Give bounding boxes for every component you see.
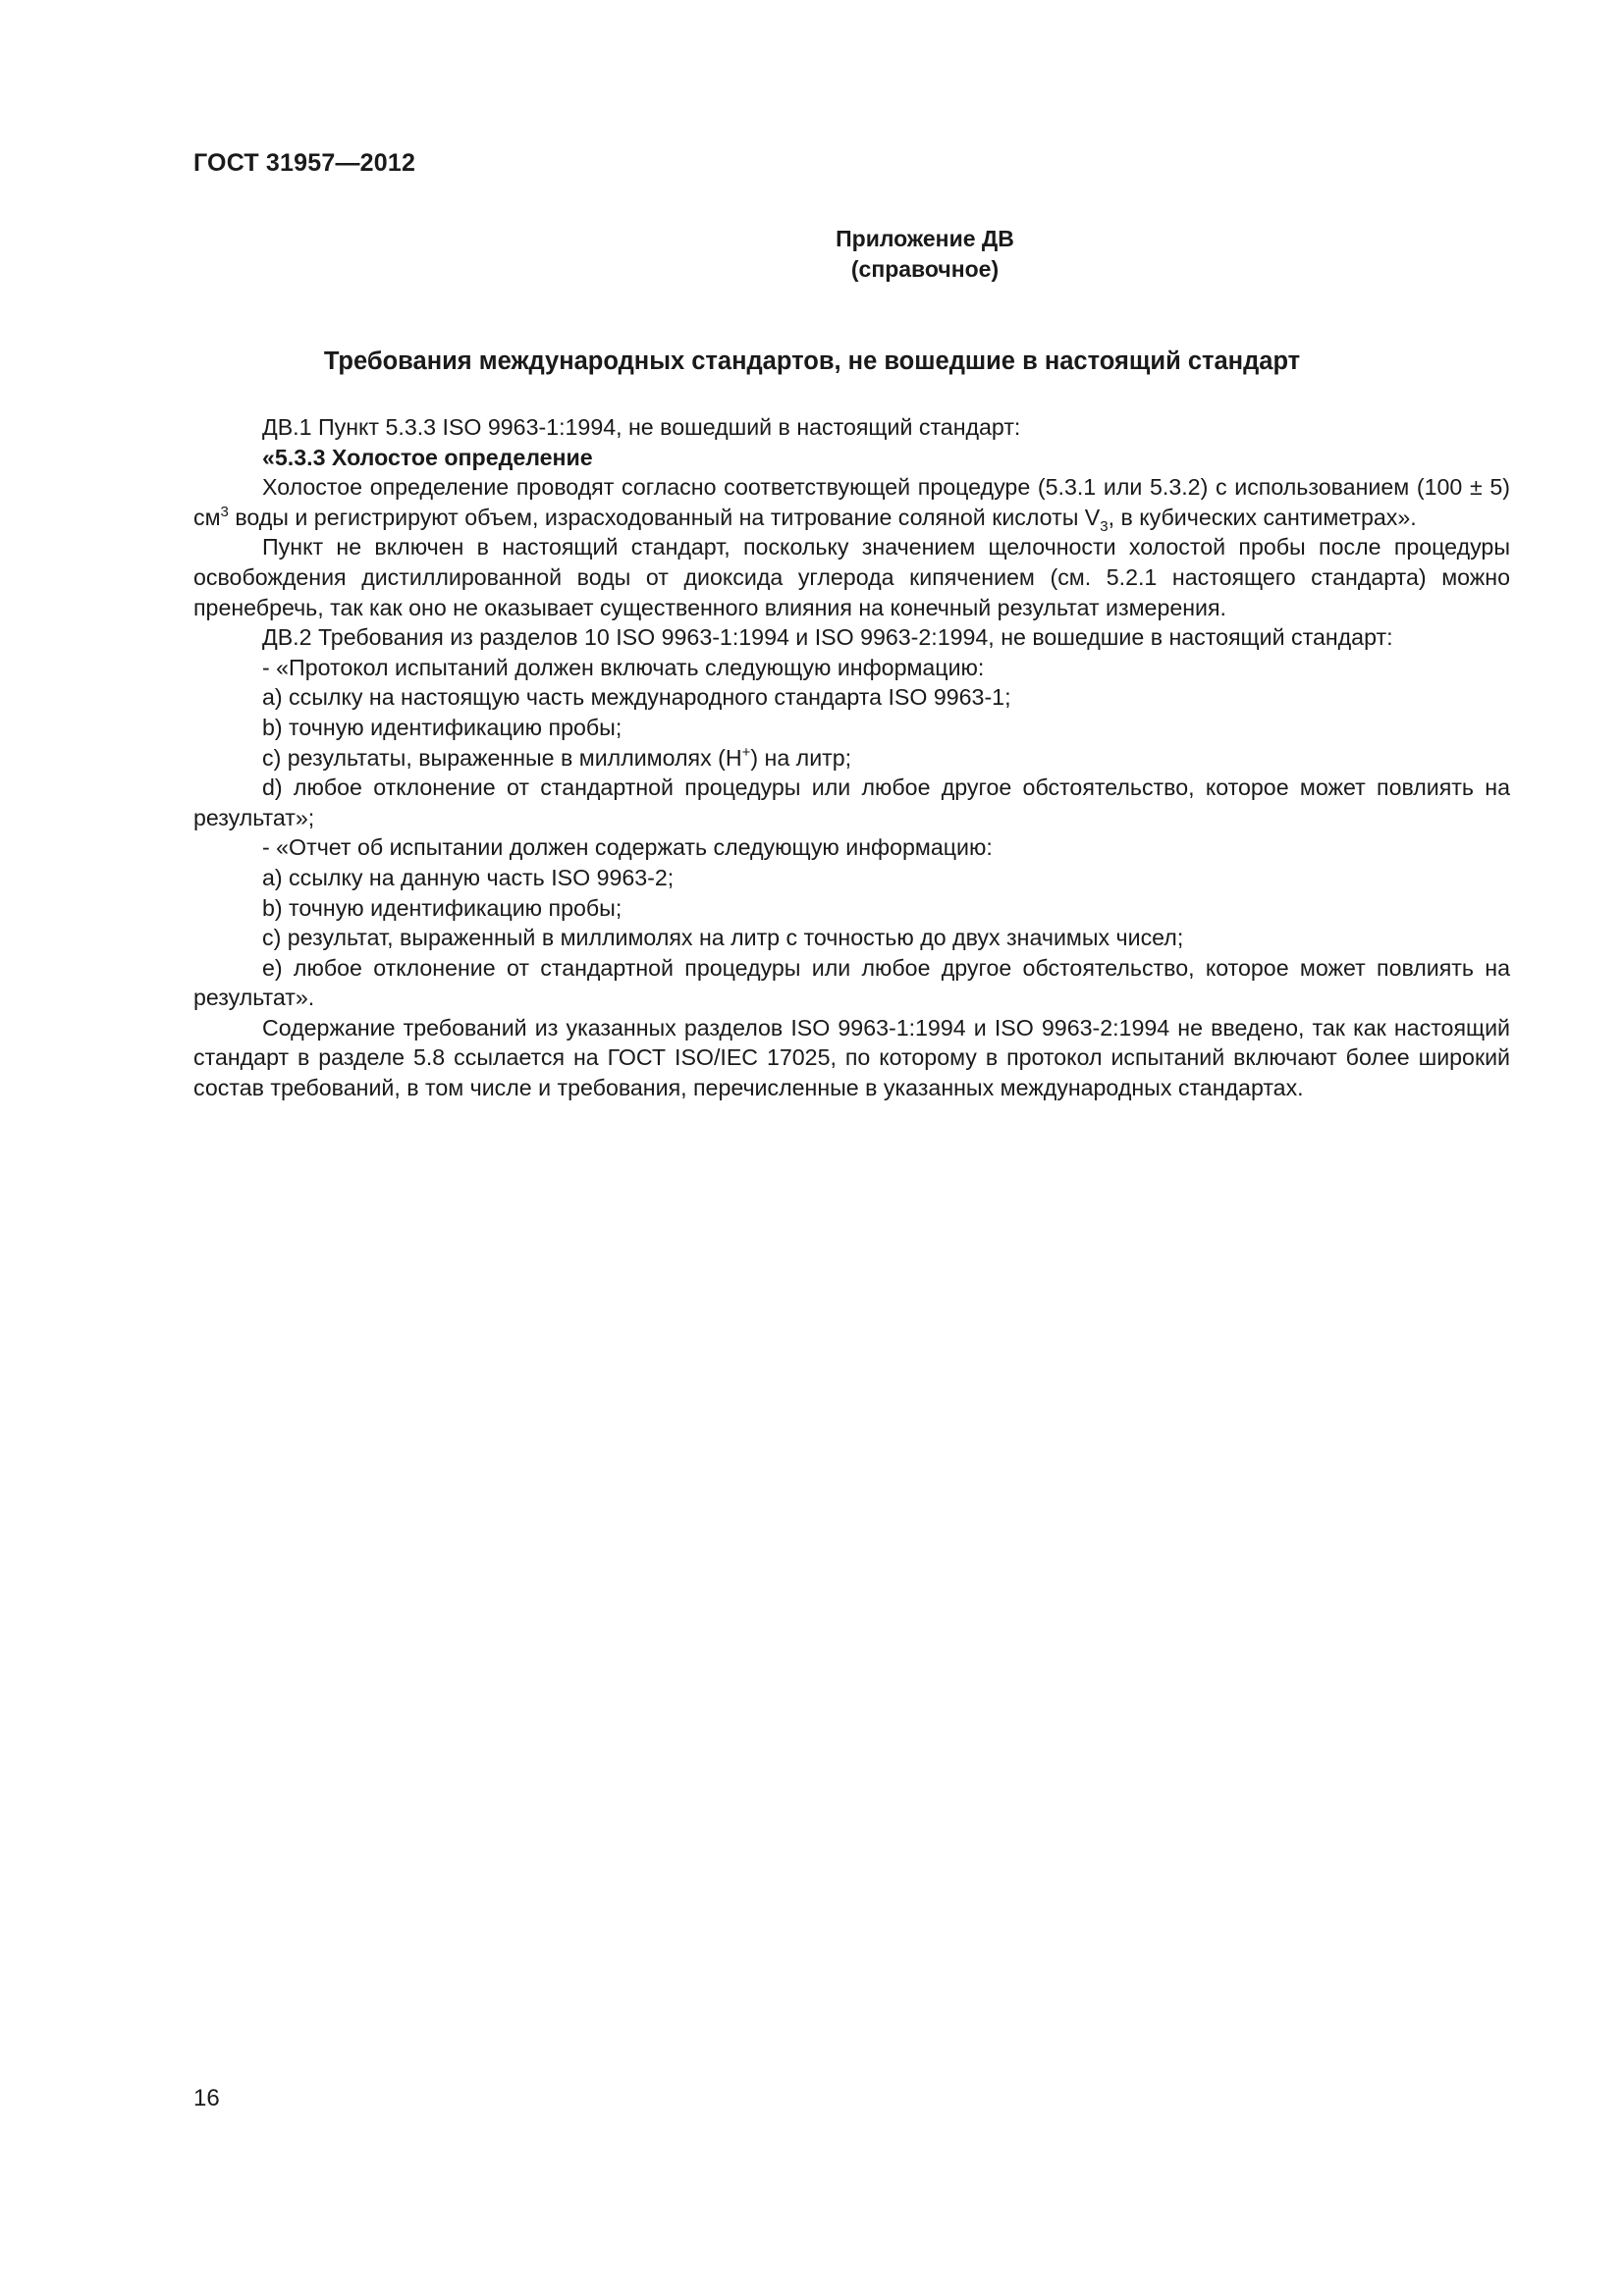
document-header: ГОСТ 31957—2012 <box>193 149 416 177</box>
list2-item-e: e) любое отклонение от стандартной процедуры или любое другое обстоятельство, которое может повлиять на результат». <box>193 954 1510 1011</box>
appendix-label: Приложение ДВ <box>836 226 1014 251</box>
list1-intro: - «Протокол испытаний должен включать следующую информацию: <box>262 654 985 680</box>
dv1-superscript: 3 <box>220 503 229 520</box>
dv1-subscript: 3 <box>1100 517 1109 535</box>
dv1-text-b: воды и регистрируют объем, израсходованный на титрование соляной кислоты V <box>228 504 1101 530</box>
dv2-intro: ДВ.2 Требования из разделов 10 ISO 9963-1:1994 и ISO 9963-2:1994, не вошедшие в настоящий стандарт: <box>262 624 1393 651</box>
list1-item-c <box>193 743 1510 774</box>
document-body <box>193 412 1510 1103</box>
list2-item-a: a) ссылку на данную часть ISO 9963-2; <box>262 864 675 890</box>
dv1-intro: ДВ.1 Пункт 5.3.3 ISO 9963-1:1994, не вошедший в настоящий стандарт: <box>262 414 1021 440</box>
section-title: Требования международных стандартов, не вошедшие в настоящий стандарт <box>323 347 1301 375</box>
list1-c-text-b: ) на литр; <box>750 744 852 771</box>
page-number: 16 <box>193 2085 220 2111</box>
list2-item-b: b) точную идентификацию пробы; <box>262 894 623 921</box>
appendix-heading <box>0 224 1624 285</box>
appendix-kind: (справочное) <box>850 256 1000 282</box>
list2-item-c: c) результат, выраженный в миллимолях на литр с точностью до двух значимых чисел; <box>262 925 1184 951</box>
dv1-heading: «5.3.3 Холостое определение <box>262 444 593 470</box>
dv1-text <box>193 472 1510 535</box>
list1-c-superscript: + <box>741 743 751 761</box>
list1-c-text-a: c) результаты, выраженные в миллимолях (H <box>262 744 742 771</box>
conclusion-paragraph: Содержание требований из указанных разделов ISO 9963-1:1994 и ISO 9963-2:1994 не введено, так как настоящий стандарт в разделе 5.8 ссылается на ГОСТ ISO/IEC 17025, по которому в протокол испытаний включают более широкий состав требований, в том числе и требования, перечисленные в указанных международных стандартах. <box>193 1014 1510 1101</box>
dv1-text-c: , в кубических сантиметрах». <box>1108 504 1417 530</box>
dv1-note: Пункт не включен в настоящий стандарт, поскольку значением щелочности холостой пробы после процедуры освобождения дистиллированной воды от диоксида углерода кипячением (см. 5.2.1 настоящего стандарта) можно пренебречь, так как оно не оказывает существенного влияния на конечный результат измерения. <box>193 534 1510 620</box>
list1-item-b: b) точную идентификацию пробы; <box>262 714 623 740</box>
dv1-text-a: Холостое определение проводят согласно соответствующей процедуре (5.3.1 или 5.3.2) с использованием (100 ± 5) см <box>193 474 1510 530</box>
list1-item-d: d) любое отклонение от стандартной процедуры или любое другое обстоятельство, которое может повлиять на результат»; <box>193 774 1510 830</box>
list2-intro: - «Отчет об испытании должен содержать следующую информацию: <box>262 834 993 861</box>
list1-item-a: a) ссылку на настоящую часть международного стандарта ISO 9963-1; <box>262 684 1011 711</box>
